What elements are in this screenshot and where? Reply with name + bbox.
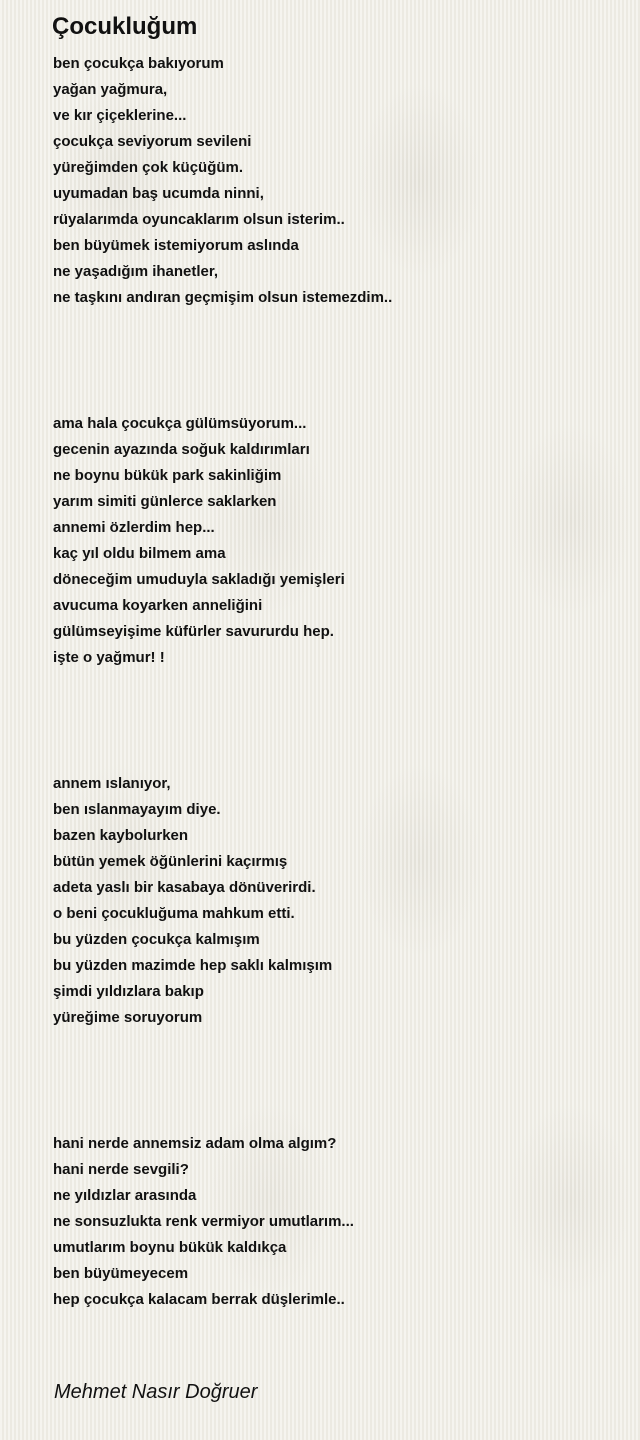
poem-line: bazen kaybolurken bbox=[53, 827, 189, 844]
poem-line: avucuma koyarken anneliğini bbox=[53, 597, 263, 614]
poem-line: gecenin ayazında soğuk kaldırımları bbox=[53, 441, 310, 458]
poem-line: işte o yağmur! ! bbox=[53, 649, 165, 666]
poem-line: rüyalarımda oyuncaklarım olsun isterim.. bbox=[53, 211, 345, 228]
poem-line: ne yıldızlar arasında bbox=[53, 1187, 197, 1204]
poem-line: ne sonsuzlukta renk vermiyor umutlarım... bbox=[53, 1213, 354, 1230]
poem-line: hep çocukça kalacam berrak düşlerimle.. bbox=[53, 1291, 345, 1308]
poem-line: gülümseyişime küfürler savururdu hep. bbox=[53, 623, 334, 640]
poem-line: çocukça seviyorum sevileni bbox=[53, 133, 252, 150]
poem-line: ne yaşadığım ihanetler, bbox=[53, 263, 219, 280]
poem-line: bu yüzden mazimde hep saklı kalmışım bbox=[53, 957, 333, 974]
poem-line: yüreğimden çok küçüğüm. bbox=[53, 159, 244, 176]
poem-line: ne boynu bükük park sakinliğim bbox=[53, 467, 282, 484]
poem-line: hani nerde annemsiz adam olma algım? bbox=[53, 1135, 337, 1152]
poem-line: adeta yaslı bir kasabaya dönüverirdi. bbox=[53, 879, 316, 896]
poem-line: hani nerde sevgili? bbox=[53, 1161, 189, 1178]
poem-title: Çocukluğum bbox=[52, 13, 198, 40]
poem-line: ben çocukça bakıyorum bbox=[53, 55, 224, 72]
poem-line: annem ıslanıyor, bbox=[53, 775, 171, 792]
poem-line: ne taşkını andıran geçmişim olsun istemezdim.. bbox=[53, 289, 393, 306]
poem-line: yüreğime soruyorum bbox=[53, 1009, 203, 1026]
stanza-1 bbox=[53, 51, 392, 311]
poem-line: ben büyümek istemiyorum aslında bbox=[53, 237, 299, 254]
poem-line: bütün yemek öğünlerini kaçırmış bbox=[53, 853, 288, 870]
poem-line: kaç yıl oldu bilmem ama bbox=[53, 545, 226, 562]
poem-line: o beni çocukluğuma mahkum etti. bbox=[53, 905, 295, 922]
stanza-4 bbox=[53, 1131, 354, 1313]
poem-line: ve kır çiçeklerine... bbox=[53, 107, 187, 124]
stanza-3 bbox=[53, 771, 332, 1031]
poem-line: uyumadan baş ucumda ninni, bbox=[53, 185, 264, 202]
poem-line: şimdi yıldızlara bakıp bbox=[53, 983, 204, 1000]
poem-line: yarım simiti günlerce saklarken bbox=[53, 493, 277, 510]
poem-line: ben büyümeyecem bbox=[53, 1265, 189, 1282]
poem-line: ama hala çocukça gülümsüyorum... bbox=[53, 415, 307, 432]
poem-line: yağan yağmura, bbox=[53, 81, 168, 98]
poem-line: döneceğim umuduyla sakladığı yemişleri bbox=[53, 571, 345, 588]
poem-line: bu yüzden çocukça kalmışım bbox=[53, 931, 260, 948]
poem-line: annemi özlerdim hep... bbox=[53, 519, 215, 536]
poem-line: umutlarım boynu bükük kaldıkça bbox=[53, 1239, 287, 1256]
poem-author: Mehmet Nasır Doğruer bbox=[54, 1381, 258, 1403]
poem-line: ben ıslanmayayım diye. bbox=[53, 801, 221, 818]
stanza-2 bbox=[53, 411, 345, 671]
